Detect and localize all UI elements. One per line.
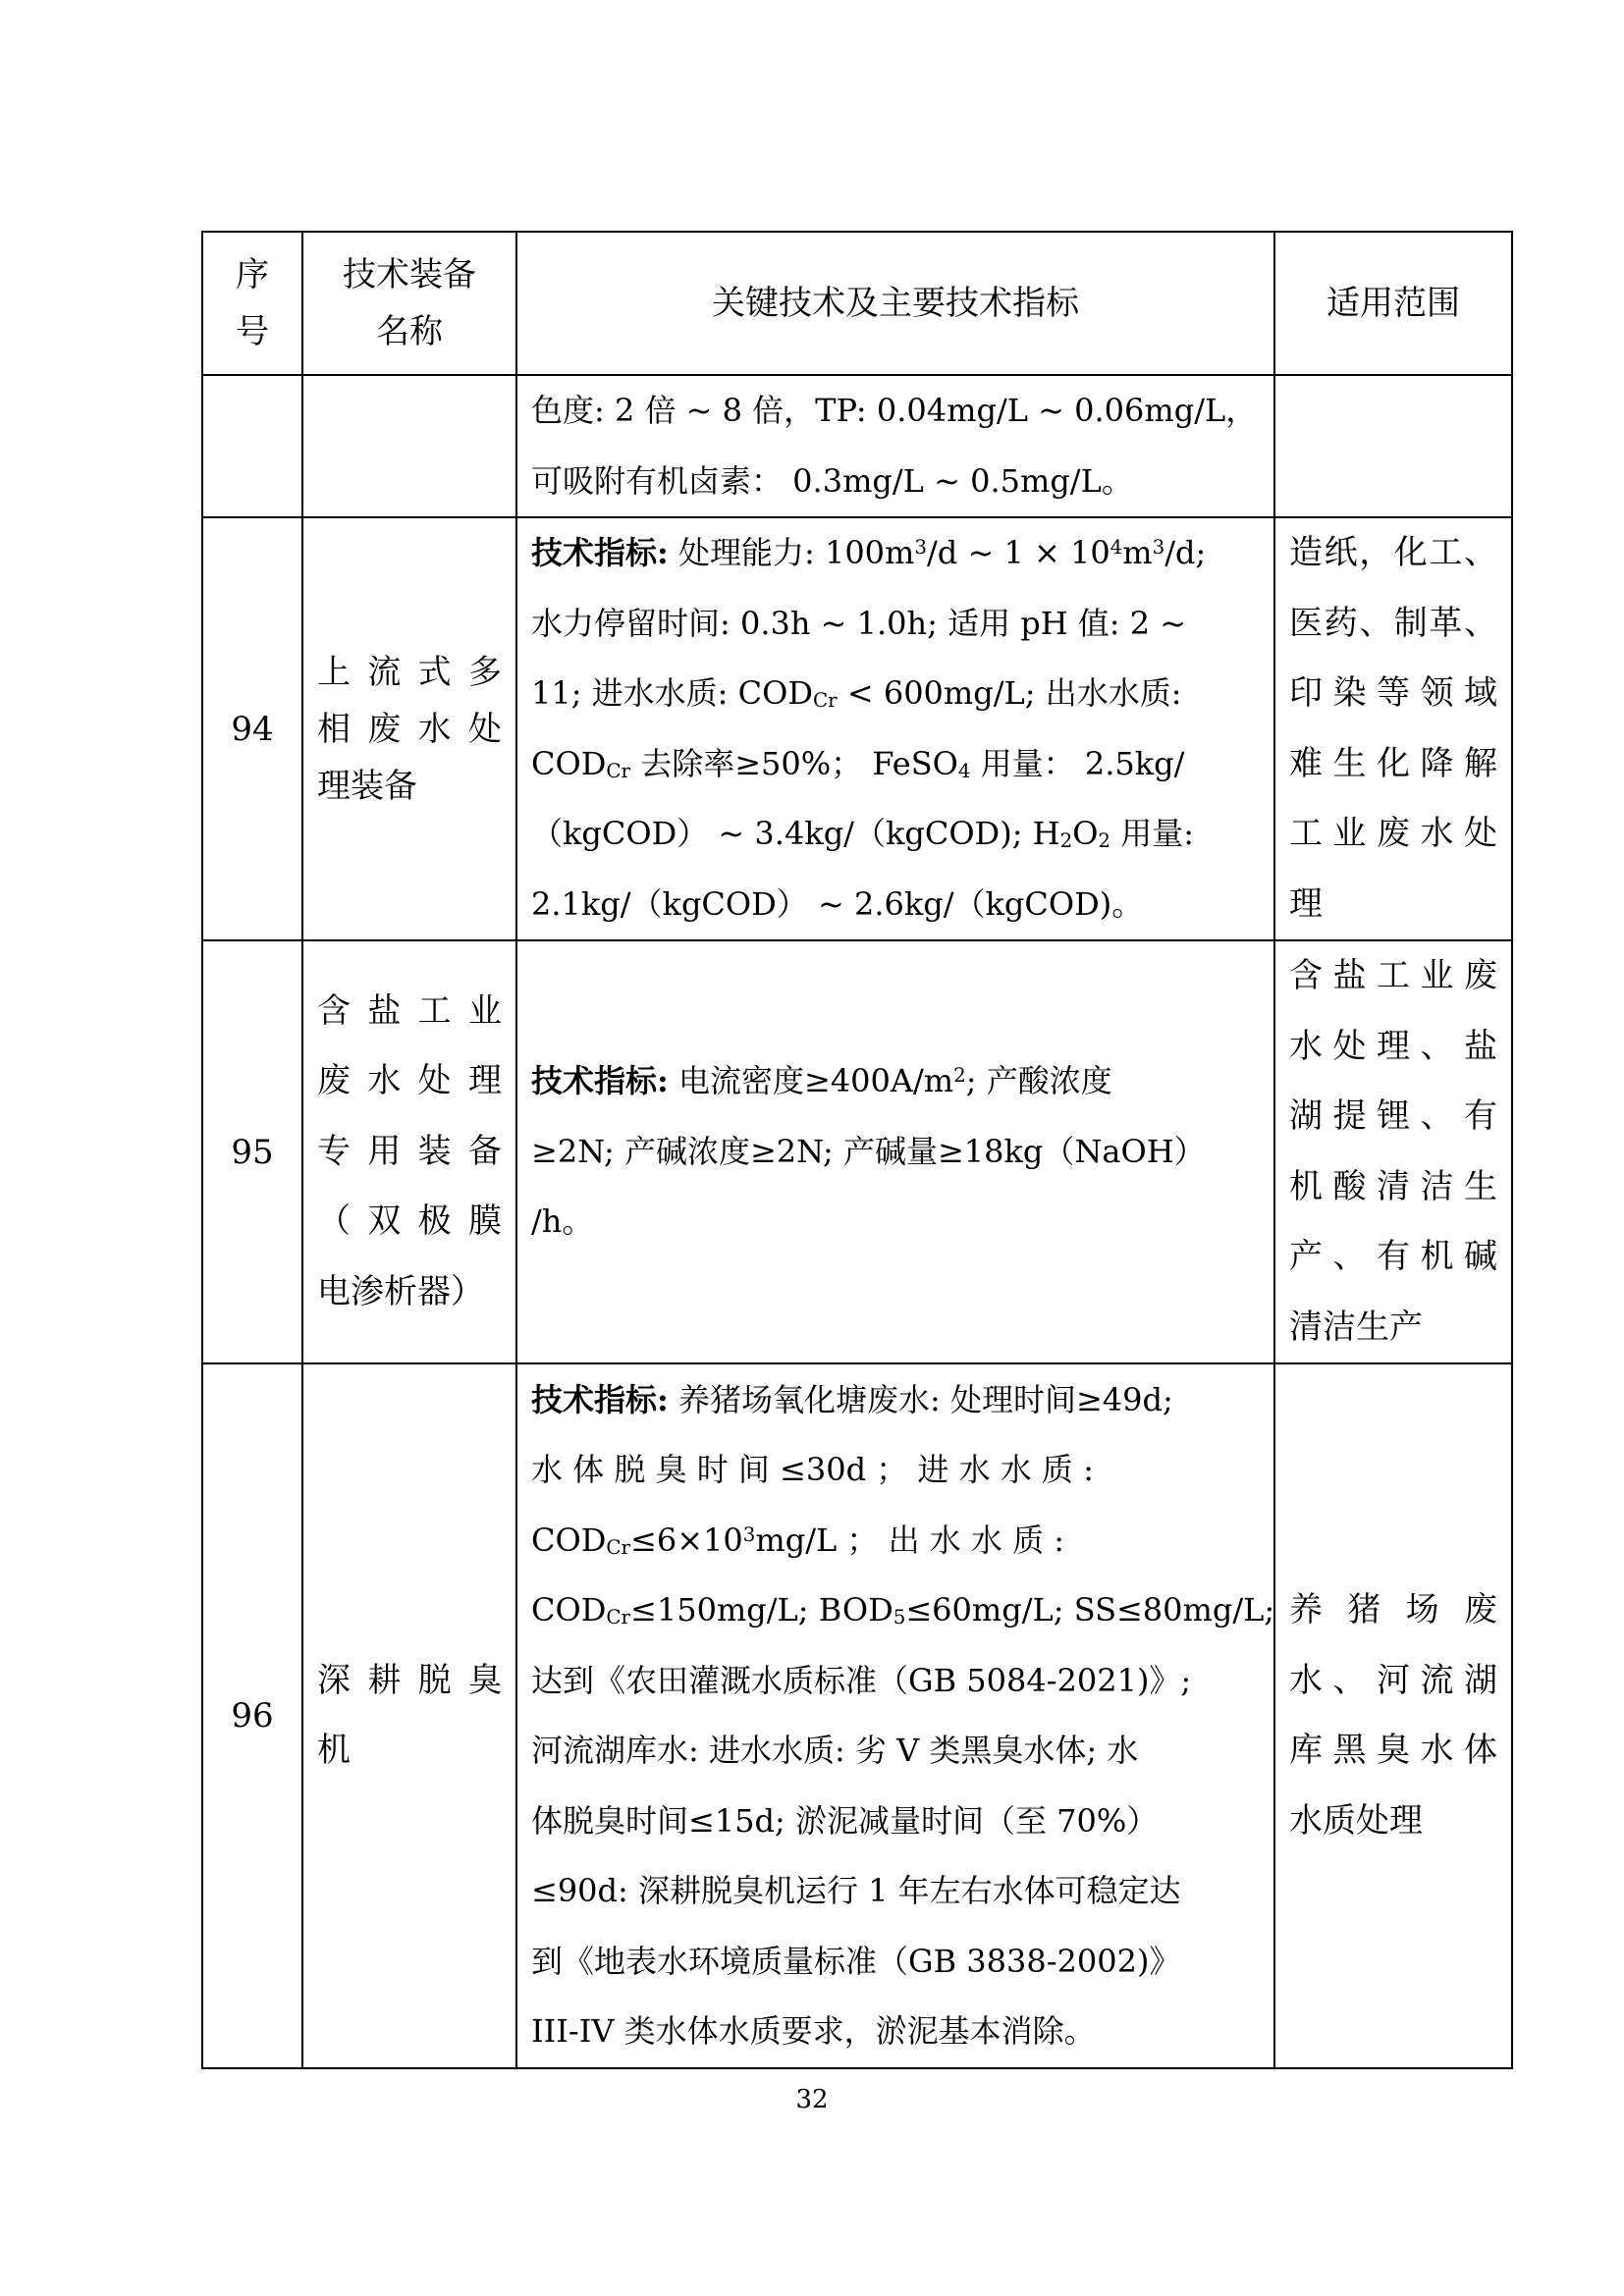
spec-label: 技术指标: (531, 1062, 669, 1100)
seq-cell: 96 (202, 1363, 302, 2068)
spec-cell: 技术指标: 处理能力: $100m^3/d$ ~ $1 \times 10^4m^3/d$; 水力停留时间: 0.3h ~ 1.0h; 适用 pH 值: 2 ~ 11; 进水水质: $COD_{Cr} < 600mg/L$; 出水水质: $COD_{Cr}$ 去除率≥50%； FeSO$_4$ 用量： 2.5kg/ （kgCOD） ~ 3.4kg/（kgCOD); $H_2O_2$ 用量: 2.1kg/（kgCOD） ~ 2.6kg/（kgCOD)。 (516, 517, 1274, 940)
spec-label: 技术指标: (531, 534, 669, 571)
scope-cell (1274, 375, 1512, 517)
header-key-tech: 关键技术及主要技术指标 (516, 232, 1274, 375)
table-row (202, 517, 1512, 940)
name-cell (302, 375, 516, 517)
name-cell: 上流式多 相废水处 理装备 (302, 517, 516, 940)
header-scope: 适用范围 (1274, 232, 1512, 375)
spec-cell: 技术指标: 养猪场氧化塘废水: 处理时间≥49d; 水 体 脱 臭 时 间 ≤30d ； 进 水 水 质 : $COD_{Cr}\le 6\times 10^3mg/L$ ； 出 水 水 质 : $COD_{Cr}\le 150mg/L$; $BOD_5\le 60mg/L$; SS≤80mg/L; 达到《农田灌溉水质标准（GB 5084-2021)》; 河流湖库水: 进水水质: 劣 V 类黑臭水体; 水 体脱臭时间≤15d; 淤泥减量时间（至 70%） ≤90d: 深耕脱臭机运行 1 年左右水体可稳定达 到《地表水环境质量标准（GB 3838-2002)》 III-IV 类水体水质要求，淤泥基本消除。 (516, 1363, 1274, 2068)
scope-cell: 造纸，化工、 医药、制革、 印染等领域 难生化降解 工业废水处 理 (1274, 517, 1512, 940)
spec-cell: 色度: 2 倍 ~ 8 倍，TP: 0.04mg/L ~ 0.06mg/L， 可吸附有机卤素： 0.3mg/L ~ 0.5mg/L。 (516, 375, 1274, 517)
page-number: 32 (795, 2085, 829, 2114)
header-seq: 序 号 (202, 232, 302, 375)
scope-cell: 含盐工业废 水处理、盐 湖提锂、有 机酸清洁生 产、有机碱 清洁生产 (1274, 940, 1512, 1363)
name-cell: 含盐工业 废水处理 专用装备 （双极膜 电渗析器） (302, 940, 516, 1363)
name-cell: 深耕脱臭 机 (302, 1363, 516, 2068)
header-row (202, 232, 1512, 375)
scope-cell: 养猪场废 水、河流湖 库黑臭水体 水质处理 (1274, 1363, 1512, 2068)
seq-cell (202, 375, 302, 517)
spec-label: 技术指标: (531, 1380, 669, 1418)
seq-cell: 95 (202, 940, 302, 1363)
seq-cell: 94 (202, 517, 302, 940)
table-row-continuation (202, 375, 1512, 517)
table-row (202, 940, 1512, 1363)
equipment-table (201, 231, 1513, 2069)
table-row (202, 1363, 1512, 2068)
header-name: 技术装备 名称 (302, 232, 516, 375)
spec-cell: 技术指标: 电流密度$\ge 400A/m^2$; 产酸浓度 ≥2N; 产碱浓度≥2N; 产碱量≥18kg（NaOH） /h。 (516, 940, 1274, 1363)
